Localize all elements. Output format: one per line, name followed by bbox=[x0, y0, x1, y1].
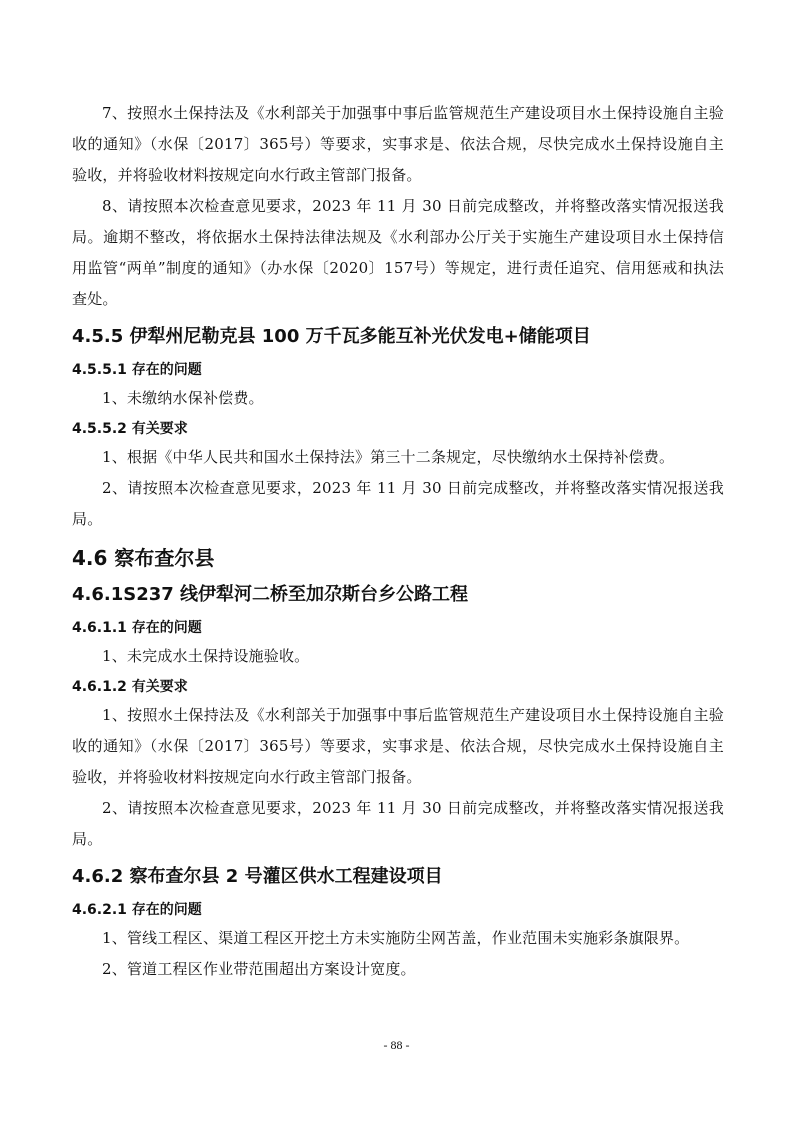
heading-4-5-5: 4.5.5 伊犁州尼勒克县 100 万千瓦多能互补光伏发电+储能项目 bbox=[72, 326, 591, 347]
paragraph-item-7: 7、按照水土保持法及《水利部关于加强事中事后监管规范生产建设项目水土保持设施自主验收的通知》（水保〔2017〕365号）等要求，实事求是、依法合规，尽快完成水土保持设施自主验收，并将验收材料按规定向水行政主管部门报备。 bbox=[72, 104, 724, 184]
heading-4-5-5-2: 4.5.5.2 有关要求 bbox=[72, 421, 188, 437]
heading-4-5-5-1: 4.5.5.1 存在的问题 bbox=[72, 362, 202, 378]
paragraph-problem-1: 1、未完成水土保持设施验收。 bbox=[102, 647, 310, 665]
paragraph-requirement-1: 1、根据《中华人民共和国水土保持法》第三十二条规定，尽快缴纳水土保持补偿费。 bbox=[102, 448, 675, 466]
paragraph-requirement-1: 1、按照水土保持法及《水利部关于加强事中事后监管规范生产建设项目水土保持设施自主验收的通知》（水保〔2017〕365号）等要求，实事求是、依法合规，尽快完成水土保持设施自主验收，并将验收材料按规定向水行政主管部门报备。 bbox=[72, 706, 724, 786]
heading-4-6-1: 4.6.1S237 线伊犁河二桥至加尕斯台乡公路工程 bbox=[72, 584, 469, 605]
heading-4-6-2-1: 4.6.2.1 存在的问题 bbox=[72, 902, 202, 918]
page-number: - 88 - bbox=[383, 1038, 410, 1052]
heading-4-6-1-1: 4.6.1.1 存在的问题 bbox=[72, 620, 202, 636]
paragraph-requirement-2: 2、请按照本次检查意见要求，2023 年 11 月 30 日前完成整改，并将整改落实情况报送我局。 bbox=[72, 479, 724, 528]
paragraph-item-8: 8、请按照本次检查意见要求，2023 年 11 月 30 日前完成整改，并将整改落实情况报送我局。逾期不整改，将依据水土保持法律法规及《水利部办公厅关于实施生产建设项目水土保持信用监管“两单”制度的通知》（办水保〔2020〕157号）等规定，进行责任追究、信用惩戒和执法查处。 bbox=[72, 197, 724, 308]
heading-4-6-2: 4.6.2 察布查尔县 2 号灌区供水工程建设项目 bbox=[72, 866, 443, 887]
paragraph-problem-1: 1、未缴纳水保补偿费。 bbox=[102, 389, 264, 407]
paragraph-problem-1: 1、管线工程区、渠道工程区开挖土方未实施防尘网苫盖，作业范围未实施彩条旗限界。 bbox=[102, 929, 690, 947]
heading-4-6: 4.6 察布查尔县 bbox=[72, 546, 215, 570]
paragraph-requirement-2: 2、请按照本次检查意见要求，2023 年 11 月 30 日前完成整改，并将整改落实情况报送我局。 bbox=[72, 799, 724, 848]
paragraph-problem-2: 2、管道工程区作业带范围超出方案设计宽度。 bbox=[102, 960, 416, 978]
heading-4-6-1-2: 4.6.1.2 有关要求 bbox=[72, 679, 188, 695]
page-body bbox=[72, 98, 724, 985]
